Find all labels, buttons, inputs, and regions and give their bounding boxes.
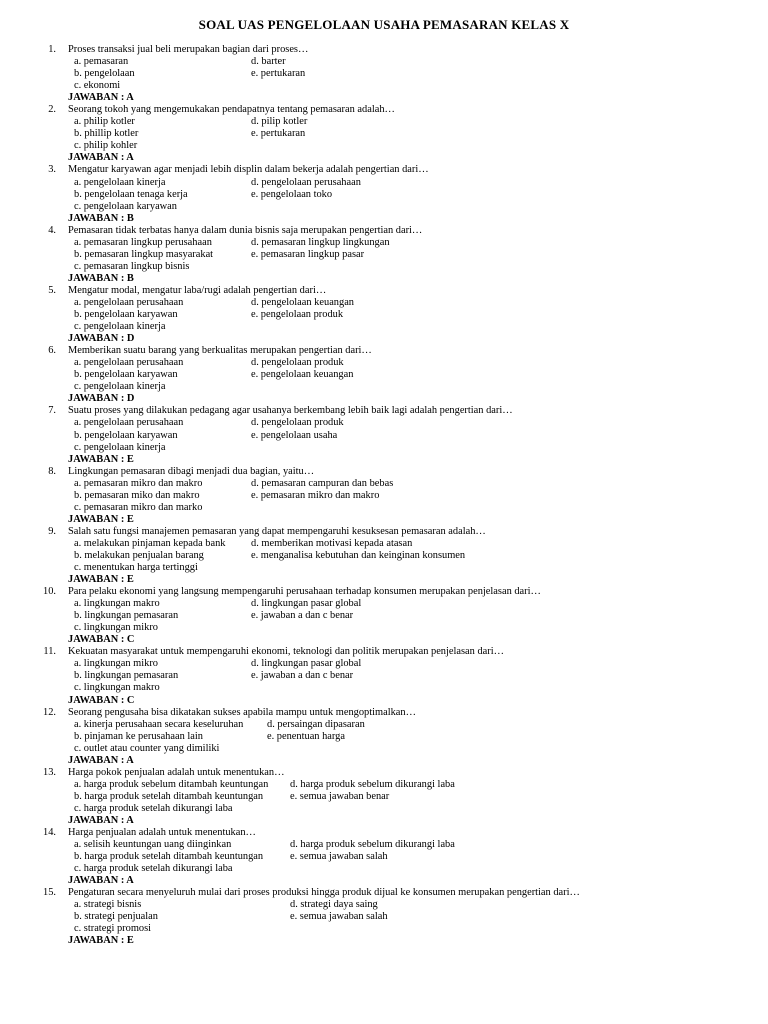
answer-key: JAWABAN : A xyxy=(68,815,134,826)
question-row xyxy=(0,646,768,658)
option-row xyxy=(0,128,768,140)
question-text: Para pelaku ekonomi yang langsung mempengaruhi perusahaan terhadap konsumen merupakan penjelasan dari… xyxy=(68,586,541,598)
answer-row xyxy=(0,815,768,827)
question-number: 2. xyxy=(48,104,56,116)
option-row xyxy=(0,201,768,213)
question-text: Harga penjualan adalah untuk menentukan… xyxy=(68,827,256,839)
option-a: a. pengelolaan perusahaan xyxy=(74,296,184,308)
option-a: a. harga produk sebelum ditambah keuntungan xyxy=(74,778,269,790)
option-c: c. pengelolaan kinerja xyxy=(74,381,166,393)
option-c: c. pengelolaan karyawan xyxy=(74,200,177,212)
option-e: e. pemasaran mikro dan makro xyxy=(251,489,380,501)
question-text: Lingkungan pemasaran dibagi menjadi dua bagian, yaitu… xyxy=(68,465,315,477)
question-number: 4. xyxy=(48,224,56,236)
option-e: e. pengelolaan usaha xyxy=(251,429,338,441)
question-number: 1. xyxy=(48,44,56,55)
answer-key: JAWABAN : E xyxy=(68,935,134,947)
option-d: d. pengelolaan produk xyxy=(251,417,344,429)
answer-key: JAWABAN : B xyxy=(68,272,134,284)
option-d: d. pengelolaan perusahaan xyxy=(251,176,361,188)
option-a: a. pengelolaan kinerja xyxy=(74,176,166,188)
option-e: e. semua jawaban salah xyxy=(290,911,388,923)
answer-key: JAWABAN : E xyxy=(68,453,134,465)
option-e: e. pertukaran xyxy=(251,128,306,140)
option-row xyxy=(0,261,768,273)
question-item xyxy=(0,164,768,224)
question-row xyxy=(0,526,768,538)
option-c: c. pengelolaan kinerja xyxy=(74,321,166,333)
option-row xyxy=(0,369,768,381)
option-row xyxy=(0,562,768,574)
answer-row xyxy=(0,454,768,466)
option-b: b. lingkungan pemasaran xyxy=(74,670,179,682)
option-row xyxy=(0,682,768,694)
option-row xyxy=(0,417,768,429)
option-row xyxy=(0,189,768,201)
question-item xyxy=(0,586,768,646)
question-item xyxy=(0,225,768,285)
option-a: a. melakukan pinjaman kepada bank xyxy=(74,537,226,549)
option-row xyxy=(0,923,768,935)
option-row xyxy=(0,622,768,634)
question-row xyxy=(0,405,768,417)
question-item xyxy=(0,646,768,706)
answer-row xyxy=(0,634,768,646)
question-row xyxy=(0,345,768,357)
question-number: 11. xyxy=(43,646,56,658)
option-row xyxy=(0,297,768,309)
option-row xyxy=(0,177,768,189)
option-row xyxy=(0,550,768,562)
option-e: e. pengelolaan produk xyxy=(251,309,344,321)
answer-row xyxy=(0,213,768,225)
option-e: e. pertukaran xyxy=(251,68,306,80)
answer-row xyxy=(0,333,768,345)
option-e: e. semua jawaban salah xyxy=(290,851,388,863)
option-e: e. semua jawaban benar xyxy=(290,790,390,802)
option-row xyxy=(0,863,768,875)
option-b: b. pengelolaan xyxy=(74,68,135,80)
question-item xyxy=(0,44,768,104)
answer-key: JAWABAN : E xyxy=(68,513,134,525)
answer-key: JAWABAN : C xyxy=(68,634,135,646)
option-row xyxy=(0,478,768,490)
option-a: a. lingkungan makro xyxy=(74,598,160,610)
question-row xyxy=(0,887,768,899)
option-b: b. pemasaran miko dan makro xyxy=(74,489,200,501)
question-text: Seorang pengusaha bisa dikatakan sukses apabila mampu untuk mengoptimalkan… xyxy=(68,706,417,718)
question-row xyxy=(0,767,768,779)
option-c: c. harga produk setelah dikurangi laba xyxy=(74,802,233,814)
option-c: c. harga produk setelah dikurangi laba xyxy=(74,863,233,875)
question-number: 7. xyxy=(48,405,56,417)
option-d: d. strategi daya saing xyxy=(290,899,378,911)
option-c: c. lingkungan makro xyxy=(74,682,160,694)
option-row xyxy=(0,598,768,610)
option-row xyxy=(0,899,768,911)
question-text: Suatu proses yang dilakukan pedagang agar usahanya berkembang lebih baik lagi adalah pengertian dari… xyxy=(68,405,513,417)
option-d: d. pengelolaan produk xyxy=(251,357,344,369)
question-row xyxy=(0,707,768,719)
option-c: c. pemasaran lingkup bisnis xyxy=(74,260,190,272)
question-text: Mengatur modal, mengatur laba/rugi adalah pengertian dari… xyxy=(68,284,327,296)
option-a: a. strategi bisnis xyxy=(74,899,142,911)
option-b: b. pengelolaan karyawan xyxy=(74,429,178,441)
question-item xyxy=(0,827,768,887)
option-row xyxy=(0,140,768,152)
option-d: d. lingkungan pasar global xyxy=(251,658,362,670)
option-row xyxy=(0,538,768,550)
question-number: 6. xyxy=(48,345,56,357)
answer-key: JAWABAN : A xyxy=(68,875,134,887)
question-row xyxy=(0,285,768,297)
question-number: 14. xyxy=(43,827,56,839)
option-row xyxy=(0,249,768,261)
question-item xyxy=(0,767,768,827)
option-row xyxy=(0,779,768,791)
option-b: b. pinjaman ke perusahaan lain xyxy=(74,730,203,742)
option-c: c. pemasaran mikro dan marko xyxy=(74,501,203,513)
option-c: c. lingkungan mikro xyxy=(74,622,158,634)
option-b: b. strategi penjualan xyxy=(74,911,158,923)
option-d: d. pemasaran lingkup lingkungan xyxy=(251,236,390,248)
question-number: 12. xyxy=(43,706,56,718)
option-b: b. phillip kotler xyxy=(74,128,139,140)
question-text: Harga pokok penjualan adalah untuk menentukan… xyxy=(68,766,285,778)
option-d: d. memberikan motivasi kepada atasan xyxy=(251,537,413,549)
document-title: SOAL UAS PENGELOLAAN USAHA PEMASARAN KELAS X xyxy=(198,17,570,32)
option-row xyxy=(0,357,768,369)
question-item xyxy=(0,707,768,767)
option-a: a. pengelolaan perusahaan xyxy=(74,417,184,429)
option-b: b. pemasaran lingkup masyarakat xyxy=(74,248,214,260)
question-item xyxy=(0,285,768,345)
question-text: Pemasaran tidak terbatas hanya dalam dunia bisnis saja merupakan pengertian dari… xyxy=(68,224,423,236)
option-d: d. pemasaran campuran dan bebas xyxy=(251,477,394,489)
option-c: c. pengelolaan kinerja xyxy=(74,441,166,453)
option-b: b. pengelolaan karyawan xyxy=(74,309,178,321)
option-row xyxy=(0,502,768,514)
option-row xyxy=(0,430,768,442)
option-row xyxy=(0,851,768,863)
option-row xyxy=(0,321,768,333)
answer-row xyxy=(0,273,768,285)
option-e: e. penentuan harga xyxy=(267,730,345,742)
option-a: a. lingkungan mikro xyxy=(74,658,158,670)
option-d: d. pengelolaan keuangan xyxy=(251,296,354,308)
question-text: Pengaturan secara menyeluruh mulai dari proses produksi hingga produk dijual ke konsumen merupakan pengertian dari… xyxy=(68,887,580,899)
question-row xyxy=(0,586,768,598)
answer-key: JAWABAN : A xyxy=(68,754,134,766)
option-e: e. jawaban a dan c benar xyxy=(251,670,354,682)
question-text: Memberikan suatu barang yang berkualitas merupakan pengertian dari… xyxy=(68,345,372,357)
question-text: Mengatur karyawan agar menjadi lebih displin dalam bekerja adalah pengertian dari… xyxy=(68,164,429,176)
question-row xyxy=(0,827,768,839)
answer-row xyxy=(0,935,768,947)
option-row xyxy=(0,911,768,923)
option-row xyxy=(0,381,768,393)
answer-row xyxy=(0,574,768,586)
option-row xyxy=(0,610,768,622)
option-e: e. menganalisa kebutuhan dan keinginan konsumen xyxy=(251,549,466,561)
question-item xyxy=(0,887,768,947)
question-number: 13. xyxy=(43,766,56,778)
question-text: Proses transaksi jual beli merupakan bagian dari proses… xyxy=(68,44,309,55)
option-e: e. pemasaran lingkup pasar xyxy=(251,248,365,260)
answer-row xyxy=(0,152,768,164)
option-row xyxy=(0,839,768,851)
option-row xyxy=(0,791,768,803)
question-text: Salah satu fungsi manajemen pemasaran yang dapat mempengaruhi kesuksesan pemasaran adalah… xyxy=(68,525,486,537)
answer-key: JAWABAN : A xyxy=(68,152,134,164)
option-a: a. kinerja perusahaan secara keseluruhan xyxy=(74,718,244,730)
option-d: d. persaingan dipasaran xyxy=(267,718,365,730)
option-row xyxy=(0,237,768,249)
option-c: c. outlet atau counter yang dimiliki xyxy=(74,742,220,754)
option-a: a. pemasaran mikro dan makro xyxy=(74,477,203,489)
question-item xyxy=(0,345,768,405)
answer-key: JAWABAN : B xyxy=(68,212,134,224)
answer-row xyxy=(0,875,768,887)
option-row xyxy=(0,670,768,682)
question-row xyxy=(0,164,768,176)
answer-key: JAWABAN : E xyxy=(68,574,134,586)
question-number: 9. xyxy=(48,525,56,537)
question-row xyxy=(0,225,768,237)
answer-key: JAWABAN : C xyxy=(68,694,135,706)
answer-row xyxy=(0,695,768,707)
option-b: b. lingkungan pemasaran xyxy=(74,610,179,622)
option-row xyxy=(0,309,768,321)
answer-key: JAWABAN : D xyxy=(68,393,135,405)
option-b: b. pengelolaan tenaga kerja xyxy=(74,188,188,200)
option-row xyxy=(0,743,768,755)
answer-row xyxy=(0,514,768,526)
question-number: 8. xyxy=(48,465,56,477)
question-item xyxy=(0,526,768,586)
option-a: a. pemasaran xyxy=(74,56,129,68)
question-text: Seorang tokoh yang mengemukakan pendapatnya tentang pemasaran adalah… xyxy=(68,104,395,116)
option-b: b. harga produk setelah ditambah keuntungan xyxy=(74,851,264,863)
answer-key: JAWABAN : D xyxy=(68,333,135,345)
option-d: d. harga produk sebelum dikurangi laba xyxy=(290,778,455,790)
option-c: c. ekonomi xyxy=(74,80,121,92)
answer-key: JAWABAN : A xyxy=(68,92,134,104)
option-b: b. melakukan penjualan barang xyxy=(74,549,204,561)
option-row xyxy=(0,719,768,731)
answer-row xyxy=(0,393,768,405)
option-d: d. harga produk sebelum dikurangi laba xyxy=(290,839,455,851)
option-e: e. pengelolaan toko xyxy=(251,188,333,200)
option-a: a. selisih keuntungan uang diinginkan xyxy=(74,839,232,851)
option-row xyxy=(0,442,768,454)
question-number: 3. xyxy=(48,164,56,176)
question-item xyxy=(0,104,768,164)
option-row xyxy=(0,68,768,80)
option-b: b. pengelolaan karyawan xyxy=(74,369,178,381)
option-d: d. pilip kotler xyxy=(251,116,308,128)
option-d: d. lingkungan pasar global xyxy=(251,598,362,610)
question-item xyxy=(0,466,768,526)
question-list xyxy=(0,44,768,948)
option-e: e. pengelolaan keuangan xyxy=(251,369,354,381)
option-row xyxy=(0,116,768,128)
option-row xyxy=(0,80,768,92)
option-a: a. pemasaran lingkup perusahaan xyxy=(74,236,212,248)
answer-row xyxy=(0,755,768,767)
option-c: c. strategi promosi xyxy=(74,923,152,935)
answer-row xyxy=(0,92,768,104)
option-d: d. barter xyxy=(251,56,286,68)
option-c: c. menentukan harga tertinggi xyxy=(74,562,198,574)
option-row xyxy=(0,803,768,815)
question-row xyxy=(0,44,768,56)
question-text: Kekuatan masyarakat untuk mempengaruhi ekonomi, teknologi dan politik merupakan penjelasan dari… xyxy=(68,646,504,658)
option-a: a. philip kotler xyxy=(74,116,135,128)
option-row xyxy=(0,490,768,502)
option-row xyxy=(0,56,768,68)
option-row xyxy=(0,731,768,743)
question-number: 10. xyxy=(43,586,56,598)
option-e: e. jawaban a dan c benar xyxy=(251,610,354,622)
option-row xyxy=(0,658,768,670)
question-number: 5. xyxy=(48,284,56,296)
option-c: c. philip kohler xyxy=(74,140,138,152)
question-item xyxy=(0,405,768,465)
question-row xyxy=(0,466,768,478)
option-b: b. harga produk setelah ditambah keuntungan xyxy=(74,790,264,802)
question-number: 15. xyxy=(43,887,56,899)
question-row xyxy=(0,104,768,116)
option-a: a. pengelolaan perusahaan xyxy=(74,357,184,369)
